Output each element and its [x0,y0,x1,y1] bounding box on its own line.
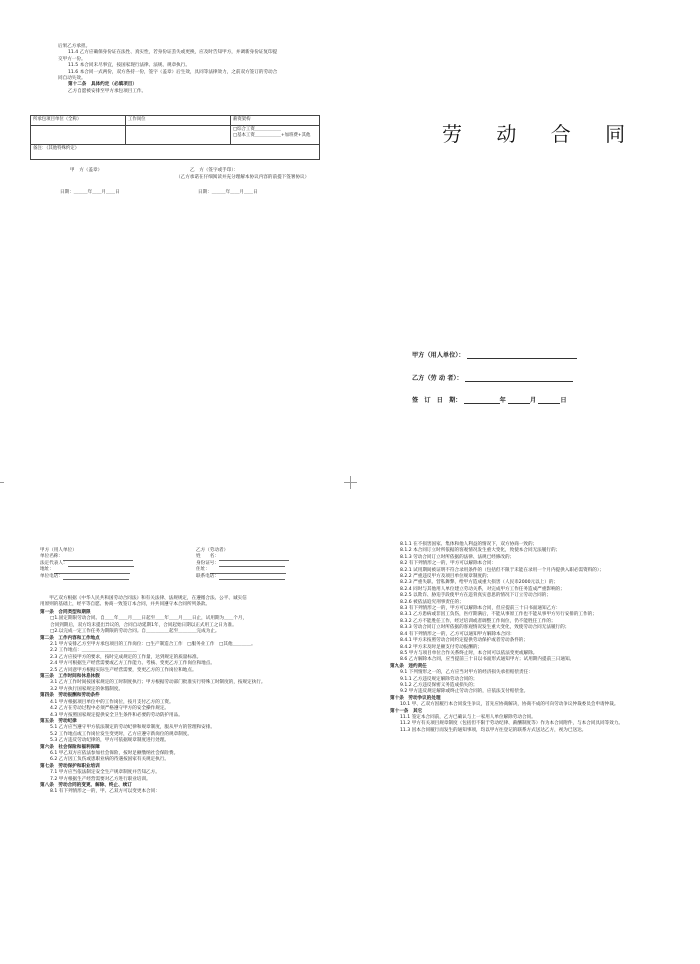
clause-line: 合同到期后，双方均未提出异议的，合同自动延期1年，合同起始日期以正式用工之日为准。 [50,622,237,628]
party-a-field: 法定代表人： [40,561,134,567]
cover-party-b-label: 乙方（劳 动 者）： [412,375,463,382]
clause-line: 4.1 甲方根据项目单位中的工作岗位，按月支付乙方的工资。 [50,699,174,705]
party-b-field: 联系电话： [196,574,289,580]
clause-line: 3.1 乙方工作时间按国家规定的工时制度执行；甲方根据劳动部门批准实行特殊工时制度的，按规定执行。 [50,680,266,686]
party-a-field: 单位名称： [40,554,134,560]
signature-note: （乙方承诺在仔细阅读并充分理解本协议内容的前提下签署协议） [176,175,310,180]
project-assignment-table [30,115,320,160]
clause-line: 同自动失效。 [58,76,86,82]
clause-line: 8.4 有下列情形之一的，乙方可以通知甲方解除本合同： [400,631,515,637]
clause-line: 8.2.2 严重违反甲方及项目单位规章制度的； [400,574,492,580]
clause-heading: 第五条 劳动纪律 [40,718,77,724]
clause-line: 8.3.3 劳动合同订立时所依据的客观情况发生重大变化，致使劳动合同无法履行的； [400,625,570,631]
cover-date-label: 签 订 日 期： [412,397,462,404]
clause-line: 6.1 甲乙双方应依法参加社会保险，按时足额缴纳社会保险费。 [50,750,179,756]
clause-line: 8.2.3 严重失职、营私舞弊，给甲方造成重大损害（人民币2000元以上）的； [400,580,559,586]
clause-line: 8.2.1 试用期间被证明不符合录用条件的（包括但不限于未能在录用一个月内提供入职必需资料的）； [400,567,604,573]
intro-line: 用原则的基础上，经平等自愿、协商一致签订本合同，并共同遵守本合同所列条款。 [40,602,210,608]
table-header: 所承包项目单位（全称） [31,116,126,126]
clause-line: 10.1 甲、乙双方因履行本合同发生争议，首先应协商解决，协商不成的可向劳动争议仲裁委员会申请仲裁。 [400,702,619,708]
clause-line: 8.1.1 在不损害国家、集体和他人利益的情况下，双方协商一致的； [400,542,538,547]
clause-line: 8.1.3 劳动合同订立时所依据的法律、法规已经修改的； [400,554,515,560]
cover-date-row [412,395,567,404]
clause-line: 7.2 甲方根据生产经营需要对乙方进行职业培训。 [50,776,151,782]
clause-line: 8.2.5 以欺诈、胁迫手段使甲方在违背真实意思的情况下订立劳动合同的； [400,593,551,599]
cover-party-b-input[interactable] [465,375,573,382]
contract-page-2 [0,482,350,964]
party-b-field: 姓 名： [196,554,289,560]
clause-line: 8.1 有下列情形之一的，甲、乙双方可以变更本合同： [50,789,160,795]
clause-line: 11.1 签定本合同前，乙方已确认与上一家用人单位解除劳动合同。 [400,714,536,720]
clause-heading: 第八条 劳动合同的变更、解除、终止、续订 [40,782,132,788]
clause-line: 9.2 甲方违反规定解除或终止劳动合同的，应依法支付赔偿金。 [400,689,529,695]
clause-line: 3.2 甲方执行国家规定的休假制度。 [50,686,124,692]
clause-heading: 第十条 劳动争议的处理 [390,695,441,701]
clause-line: 8.3.1 乙方患病或非因工负伤，医疗期满后，不能从事原工作也不能从事甲方另行安排的工作的； [400,612,597,618]
clause-line: □1.固定期限劳动合同。自＿＿年＿＿月＿＿日起至＿＿年＿＿月＿＿日止，试用期为＿＿个月， [50,616,248,622]
cover-page [350,0,700,482]
clause-heading: 第四条 劳动报酬和劳动条件 [40,693,100,699]
clause-heading: 第六条 社会保险和福利保障 [40,744,100,750]
section-text: 乙方自愿被安排至甲方承包项目工作。 [68,88,147,94]
clause-line: 8.3 有下列情形之一的，甲方可以解除本合同，但应提前三十日书面通知乙方： [400,606,561,612]
contract-clauses [40,610,266,796]
clause-line: 5.1 乙方应当遵守甲方依法制定的劳动纪律和规章制度，服从甲方的管理和安排。 [50,725,215,731]
clause-line: 8.5 甲方与项目单位合作关系终止时，本合同可以依法变更或解除。 [400,650,538,656]
party-b-info [196,548,289,580]
contract-clauses [390,542,623,734]
salary-options-cell[interactable] [231,126,320,145]
project-unit-cell[interactable] [31,126,126,145]
clause-line: 5.2 工作地点或工作岗位发生变更时，乙方应遵守新岗位的规章制度。 [50,731,192,737]
clause-line: 6.2 乙方因工负伤或患职业病的待遇按国家有关规定执行。 [50,757,170,763]
cover-year-input[interactable] [464,397,500,404]
clause-line: 8.4.2 甲方未及时足额支付劳动报酬的； [400,644,483,650]
clause-line: 9.1.1 乙方违反规定解除劳动合同的； [400,676,478,682]
party-b-field: 住址： [196,567,289,573]
clause-line: 8.2.4 同时与其他用人单位建立劳动关系，对完成甲方工作任务造成严重影响的； [400,586,565,592]
clause-line: 11.2 甲方有关项目规章制度（包括但不限于劳动纪律、薪酬制度等）作为本合同附件，与本合同具同等效力。 [400,721,624,727]
job-position-cell[interactable] [126,126,231,145]
party-a-field: 地址： [40,567,134,573]
clause-heading: 第十一条 其它 [390,708,423,714]
final-clauses [58,44,277,95]
clause-line: 8.3.2 乙方不能胜任工作，经过培训或者调整工作岗位，仍不能胜任工作的； [400,618,556,624]
cover-title: 劳 动 合 同 [442,122,640,146]
clause-heading: 第二条 工作内容和工作地点 [40,635,100,641]
cover-party-a-input[interactable] [467,352,577,359]
clause-line: 8.2 有下列情形之一的，甲方可以解除本合同： [400,561,497,567]
clause-line: 11.4 乙方应确保身份证在法性、真实性，若身份证丢失或更换，应及时告知甲方，并调新身份证复印提 [68,50,278,56]
party-b-heading: 乙方（劳动者） [196,548,229,553]
clause-line: 8.1.2 本合同订立时所依据的客观情况发生重大变化，致使本合同无法履行的； [400,548,561,554]
table-header: 工作岗位 [126,116,231,126]
cover-party-a-label: 甲方（用人单位）： [412,352,465,359]
party-a-field: 单位电话： [40,574,134,580]
cover-month-label: 月 [530,397,537,404]
clause-line: 11.6 本合同一式两份，双方各持一份，签字（盖章）后生效，具同等法律效力，之前双方签订的劳动合 [68,69,278,75]
clause-line: 8.2.6 被依法追究刑事责任的； [400,599,464,605]
party-b-field: 身份证号： [196,561,289,567]
clause-line: 交甲方一份。 [58,56,86,62]
clause-line: 2.4 甲方可根据生产经营需要或乙方工作能力、考核、变更乙方工作岗位和地点。 [50,661,215,667]
cover-party-b-row [412,373,573,382]
salary-option[interactable]: □基本工资＿＿＿＿＿＿+加班费+其他 [233,133,311,138]
clause-line: 4.3 甲方按照国家规定提供安全卫生条件和必要的劳动防护用品。 [50,712,183,718]
clause-heading: 第三条 工作时间和休息休假 [40,674,100,680]
clause-line: 2.3 乙方应按甲方的要求，按时完成规定的工作量，达到规定的质量标准。 [50,654,202,660]
clause-line: 9.1 下列情形之一的，乙方应当对甲方的经济损失承担赔偿责任： [400,670,533,676]
salary-option[interactable]: □综合工资＿＿＿＿＿＿ [233,127,282,132]
party-a-info [40,548,134,580]
party-a-seal-label: 甲 方（盖章） [70,168,103,173]
contract-intro [40,596,247,609]
table-header: 薪资架构 [231,116,320,126]
party-b-date: 日期：＿＿＿年＿＿月＿＿日 [198,190,258,195]
clause-line: 后果乙方承担。 [58,44,91,49]
party-a-date: 日期：＿＿＿年＿＿月＿＿日 [60,190,120,195]
cover-year-label: 年 [499,397,506,404]
party-a-heading: 甲方（用人单位） [40,548,77,553]
intro-line: 甲乙双方根据《中华人民共和国劳动合同法》和有关法律、法规规定，在遵循合法、公平、诚实信 [40,596,247,601]
clause-line: 11.3 因本合同履行而发生的通知事项，均以甲方往登记的联系方式送达乙方，视为已送达。 [400,727,587,733]
cover-month-input[interactable] [508,397,530,404]
clause-heading: 第一条 合同类型和期限 [40,610,91,615]
cover-day-label: 日 [560,397,567,404]
clause-line: 4.2 乙方在劳动过程中必须严格遵守甲方的安全操作规定。 [50,706,170,712]
clause-line: 8.4.1 甲方未按照劳动合同约定提供劳动保护或者劳动条件的； [400,638,528,644]
contract-final-page [0,0,350,482]
clause-line: 2.2 工作地点：＿＿＿＿＿＿＿＿＿＿＿＿ [50,648,137,654]
party-b-sign-label: 乙 方（签字或手印）： [190,168,239,173]
clause-line: 2.1 甲方安排乙方至甲方承包项目的工作岗位：□生产制造合工作 □服务业工作 □其他＿＿＿＿。 [50,642,256,648]
clause-line: 9.1.2 乙方违反保密义务造成损失的； [400,682,478,688]
clause-line: 5.3 乙方违反劳动纪律的，甲方可依据规章制度进行处理。 [50,738,170,744]
clause-line: 11.5 本合同未尽事宜，按国家现行法律、法规、规章执行。 [68,63,190,69]
contract-page-3 [350,482,700,964]
clause-line: 8.6 乙方解除本合同，应当提前三十日以书面形式通知甲方；试用期内提前三日通知。 [400,657,575,663]
clause-heading: 第九条 违约责任 [390,663,427,669]
cover-day-input[interactable] [538,397,560,404]
clause-line: 7.1 甲方应当依法制定安全生产规章制度并告知乙方。 [50,770,160,776]
clause-line: □2.以完成一定工作任务为期限的劳动合同。自＿＿＿＿＿起至＿＿＿＿完成为止。 [50,629,220,635]
section-heading: 第十二条 具体约定（必填项目） [68,82,137,88]
clause-line: 2.5 乙方同意甲方根据实际生产经营需要，变更乙方的工作岗位和地点。 [50,667,197,673]
cover-party-a-row [412,350,577,359]
clause-heading: 第七条 劳动保护和职业培训 [40,763,100,769]
remark-cell[interactable]: 备注：（其他特殊约定） [31,145,320,160]
